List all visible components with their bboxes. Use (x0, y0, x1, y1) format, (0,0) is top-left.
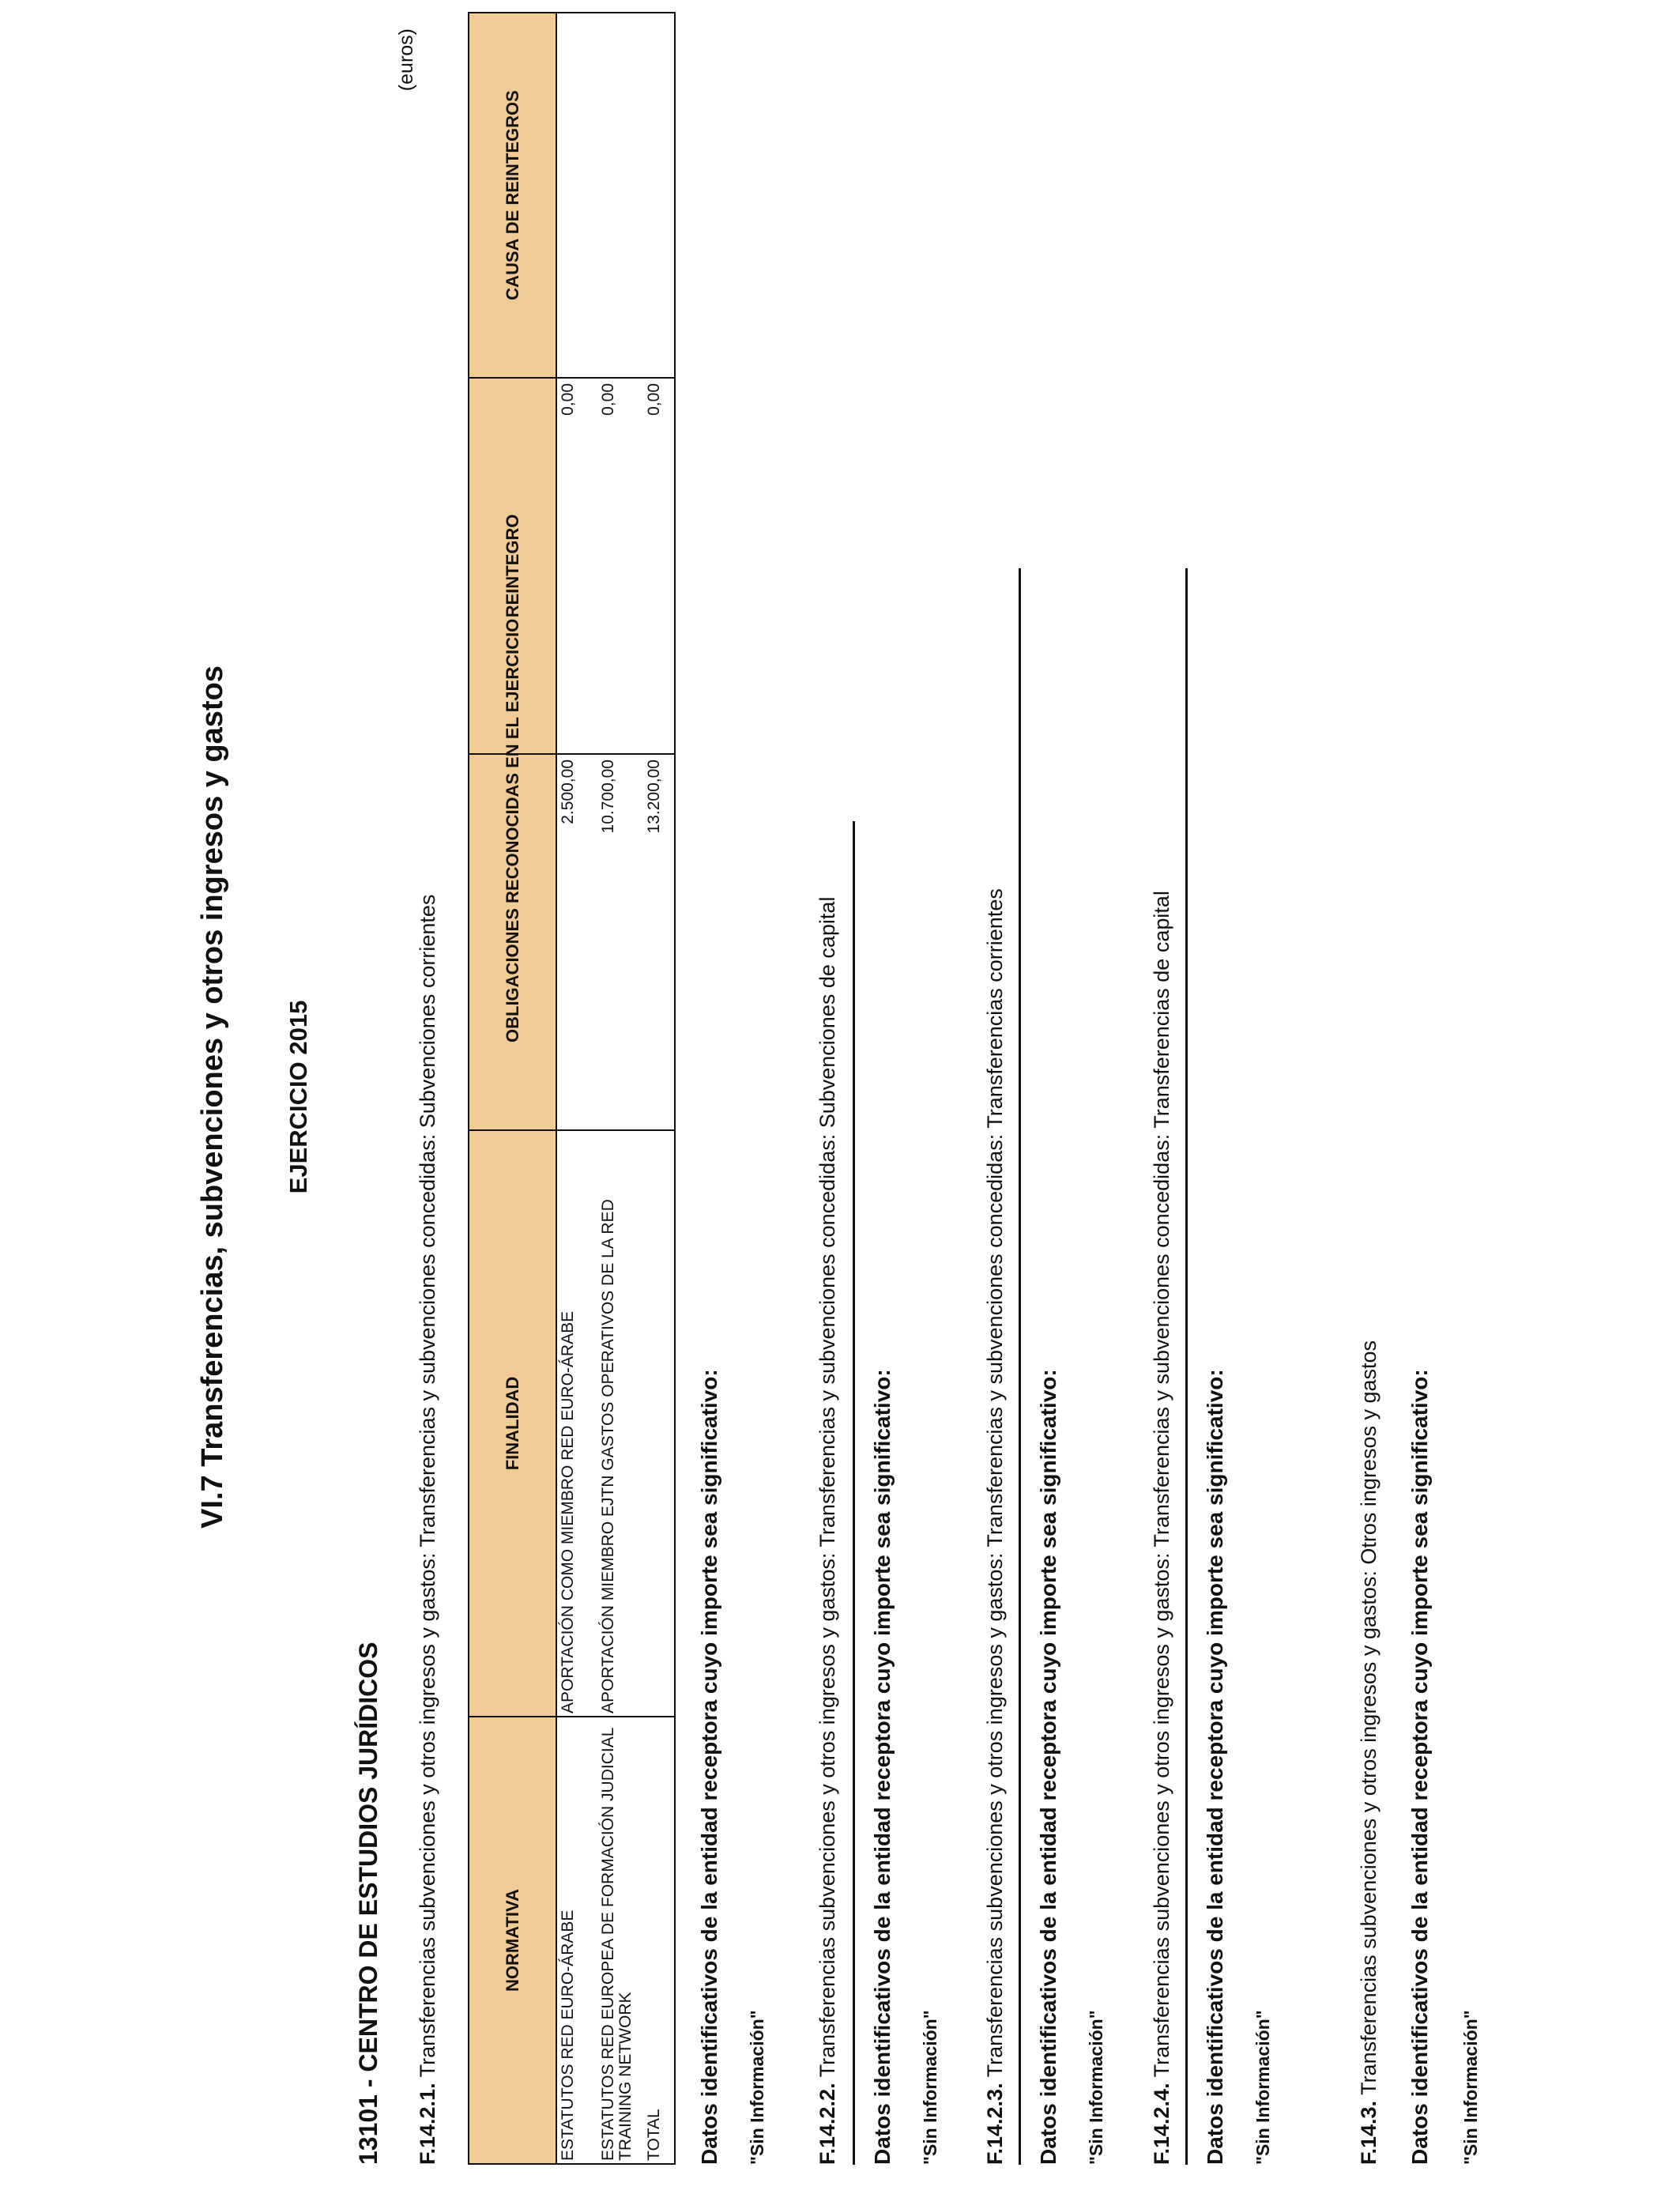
section-text: Transferencias subvenciones y otros ingresos y gastos: Transferencias y subvenciones concedidas: Transferencias de capital (1150, 891, 1173, 2078)
section-text: Transferencias subvenciones y otros ingresos y gastos: Otros ingresos y gastos (1357, 1340, 1381, 2095)
cell-reintegro: 0,00 (556, 378, 597, 754)
header-reintegro: REINTEGRO (469, 378, 556, 754)
subsidies-table (468, 12, 676, 2165)
section-f14-3 (1357, 1340, 1381, 2165)
section-f14-2-2 (816, 897, 840, 2165)
header-normativa: NORMATIVA (469, 1717, 556, 2164)
table-row (597, 13, 643, 2164)
page-title: VI.7 Transferencias, subvenciones y otros ingresos y gastos (196, 665, 229, 1529)
cell-normativa: ESTATUTOS RED EUROPEA DE FORMACIÓN JUDICIAL TRAINING NETWORK (597, 1717, 643, 2164)
cell-finalidad: APORTACIÓN COMO MIEMBRO RED EURO-ÁRABE (556, 1130, 597, 1717)
section-text: Transferencias subvenciones y otros ingresos y gastos: Transferencias y subvenciones concedidas: Subvenciones de capital (816, 896, 839, 2078)
header-obligaciones: OBLIGACIONES RECONOCIDAS EN EL EJERCICIO (469, 754, 556, 1130)
cell-finalidad (643, 1130, 675, 1717)
datos-label: Datos identificativos de la entidad receptora cuyo importe sea significativo: (1203, 1369, 1227, 2165)
sin-informacion: "Sin Información" (1460, 2010, 1481, 2165)
sin-informacion: "Sin Información" (920, 2010, 940, 2165)
section-code: F.14.3. (1357, 2100, 1381, 2165)
section-code: F.14.2.4. (1150, 2083, 1173, 2165)
section-code: F.14.2.2. (816, 2083, 839, 2165)
cell-reintegro: 0,00 (597, 378, 643, 754)
cell-normativa: TOTAL (643, 1717, 675, 2164)
datos-label: Datos identificativos de la entidad receptora cuyo importe sea significativo: (697, 1369, 721, 2165)
datos-label: Datos identificativos de la entidad receptora cuyo importe sea significativo: (1407, 1369, 1432, 2165)
cell-causa (556, 13, 597, 378)
section-f14-2-4 (1150, 891, 1174, 2165)
section-text: Transferencias subvenciones y otros ingresos y gastos: Transferencias y subvenciones concedidas: Transferencias corrientes (983, 888, 1007, 2078)
sin-informacion: "Sin Información" (1086, 2010, 1106, 2165)
table-total-row (643, 13, 675, 2164)
cell-reintegro: 0,00 (643, 378, 675, 754)
sin-informacion: "Sin Información" (1252, 2010, 1273, 2165)
datos-label: Datos identificativos de la entidad receptora cuyo importe sea significativo: (870, 1369, 895, 2165)
header-finalidad: FINALIDAD (469, 1130, 556, 1717)
section-divider (1019, 568, 1021, 2165)
cell-causa (597, 13, 643, 378)
cell-normativa: ESTATUTOS RED EURO-ÁRABE (556, 1717, 597, 2164)
section-text: Transferencias subvenciones y otros ingresos y gastos: Transferencias y subvenciones concedidas: Subvenciones corrientes (416, 894, 439, 2078)
table-header-row (469, 13, 556, 2164)
page-subtitle: EJERCICIO 2015 (284, 1000, 312, 1194)
datos-label: Datos identificativos de la entidad receptora cuyo importe sea significativo: (1036, 1369, 1060, 2165)
cell-obligaciones: 10.700,00 (597, 754, 643, 1130)
sin-informacion: "Sin Información" (747, 2010, 767, 2165)
section-divider (853, 821, 855, 2165)
section-code: F.14.2.3. (983, 2083, 1007, 2165)
cell-finalidad: APORTACIÓN MIEMBRO EJTN GASTOS OPERATIVOS DE LA RED (597, 1130, 643, 1717)
section-code: F.14.2.1. (416, 2083, 439, 2165)
subsidies-table-wrapper (439, 0, 663, 2194)
section-f14-2-1 (416, 895, 440, 2165)
cell-obligaciones: 13.200,00 (643, 754, 675, 1130)
table-row (556, 13, 597, 2164)
entity-title: 13101 - CENTRO DE ESTUDIOS JURÍDICOS (354, 1642, 382, 2165)
header-causa: CAUSA DE REINTEGROS (469, 13, 556, 378)
section-divider (1185, 568, 1188, 2165)
units-label: (euros) (395, 28, 417, 92)
section-f14-2-3 (983, 888, 1008, 2165)
cell-causa (643, 13, 675, 378)
cell-obligaciones: 2.500,00 (556, 754, 597, 1130)
